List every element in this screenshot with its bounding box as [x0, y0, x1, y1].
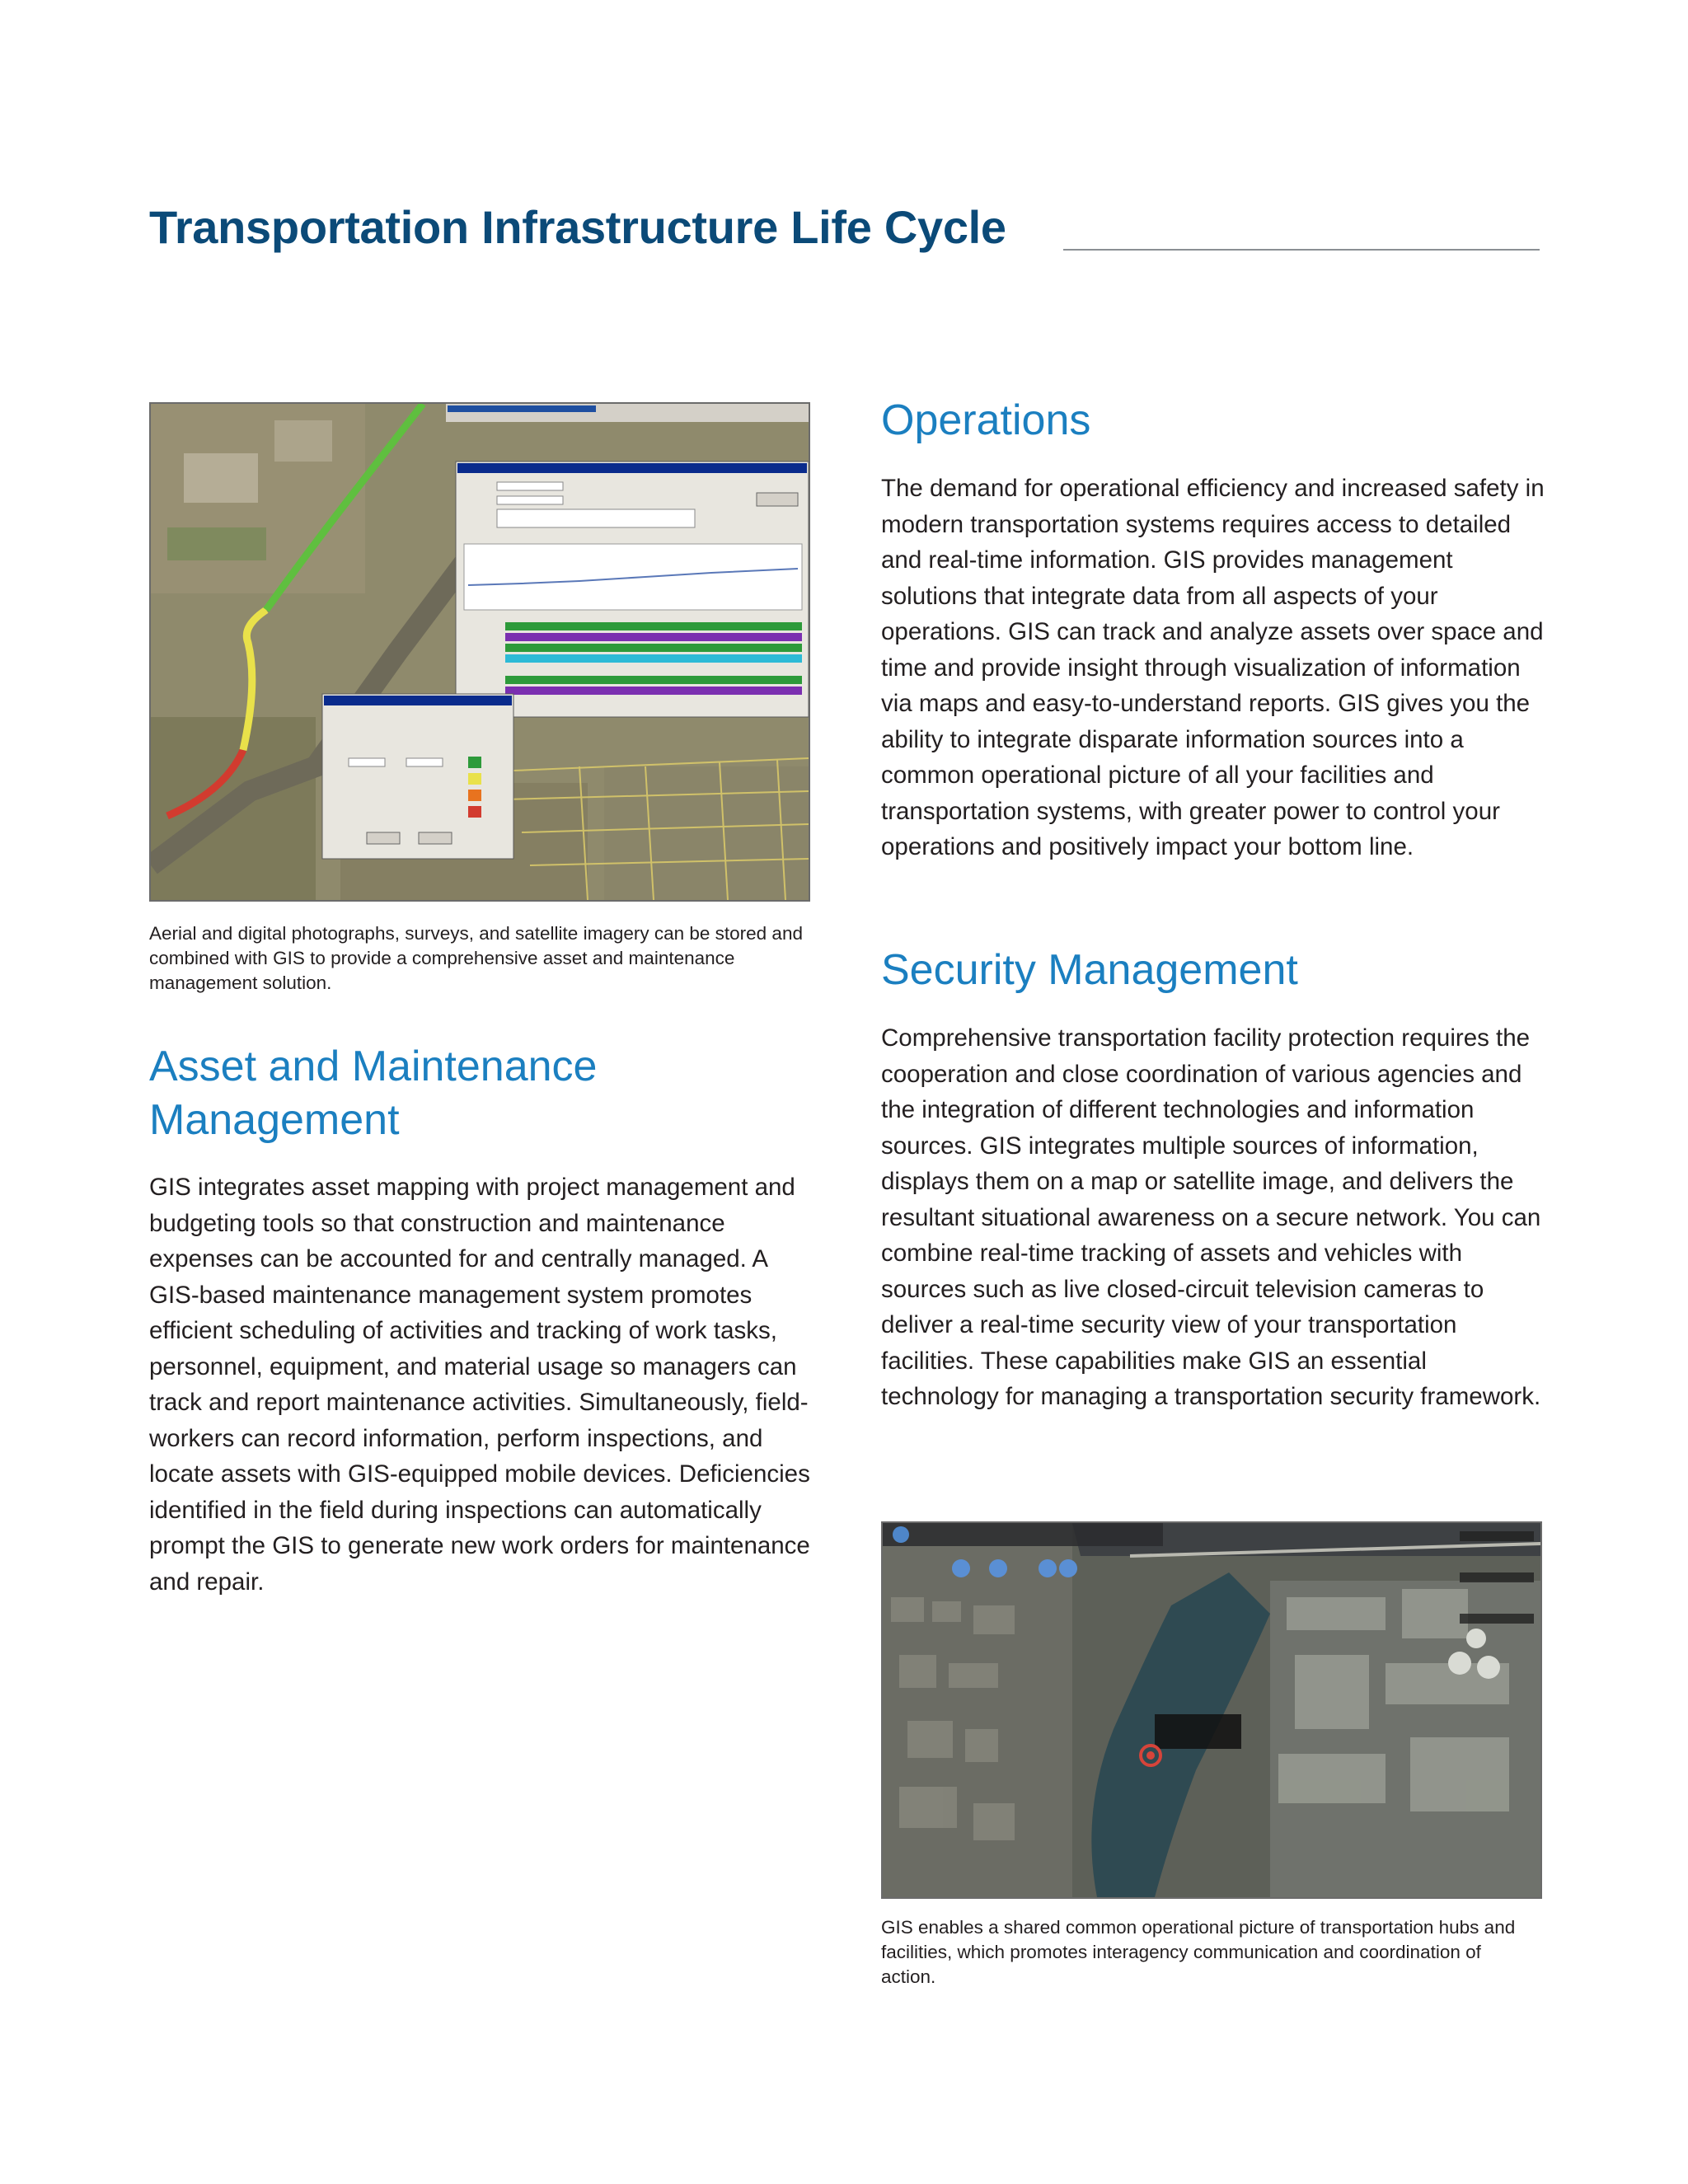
security-image-caption: GIS enables a shared common operational picture of transportation hubs and facilities, which promotes interagency communication and coordination of action.	[881, 1917, 1516, 1987]
security-screenshot-image	[881, 1521, 1542, 1899]
security-management-heading: Security Management	[881, 946, 1298, 994]
page-title: Transportation Infrastructure Life Cycle	[149, 201, 1006, 253]
operations-body: The demand for operational efficiency and increased safety in modern transportation systems requires access to detailed and real-time information. GIS provides management solutions that integrate data from all aspects of your operations. GIS can track and analyze assets over space and time and provide insight through visualization of information via maps and easy-to-understand reports. GIS gives you the ability to integrate disparate information sources into a common operational picture of all your facilities and transportation systems, with greater power to control your operations and positively impact your bottom line.	[881, 475, 1545, 860]
operations-heading: Operations	[881, 396, 1091, 444]
asset-maintenance-body: GIS integrates asset mapping with project management and budgeting tools so that construction and maintenance expenses can be accounted for and centrally managed. A GIS-based maintenance management system promotes efficient scheduling of activities and tracking of work tasks, personnel, equipment, and material usage so managers can track and report maintenance activities. Simultaneously, field-workers can record information, perform inspections, and locate assets with GIS-equipped mobile devices. Deficiencies identified in the field during inspections can automatically prompt the GIS to generate new work orders for maintenance and repair.	[149, 1174, 810, 1596]
maintenance-screenshot-image	[149, 402, 810, 902]
asset-maintenance-heading: Asset and Maintenance Management	[149, 1043, 598, 1144]
security-management-body: Comprehensive transportation facility protection requires the cooperation and close coordination of various agencies and the integration of different technologies and information sources. GIS integrates multiple sources of information, displays them on a map or satellite image, and delivers the resultant situational awareness on a secure network. You can combine real-time tracking of assets and vehicles with sources such as live closed-circuit television cameras to deliver a real-time security view of your transportation facilities. These capabilities make GIS an essential technology for managing a transportation security framework.	[881, 1024, 1541, 1410]
title-divider	[1063, 249, 1540, 251]
maintenance-image-caption: Aerial and digital photographs, surveys, and satellite imagery can be stored and combined with GIS to provide a comprehensive asset and maintenance management solution.	[149, 923, 803, 993]
